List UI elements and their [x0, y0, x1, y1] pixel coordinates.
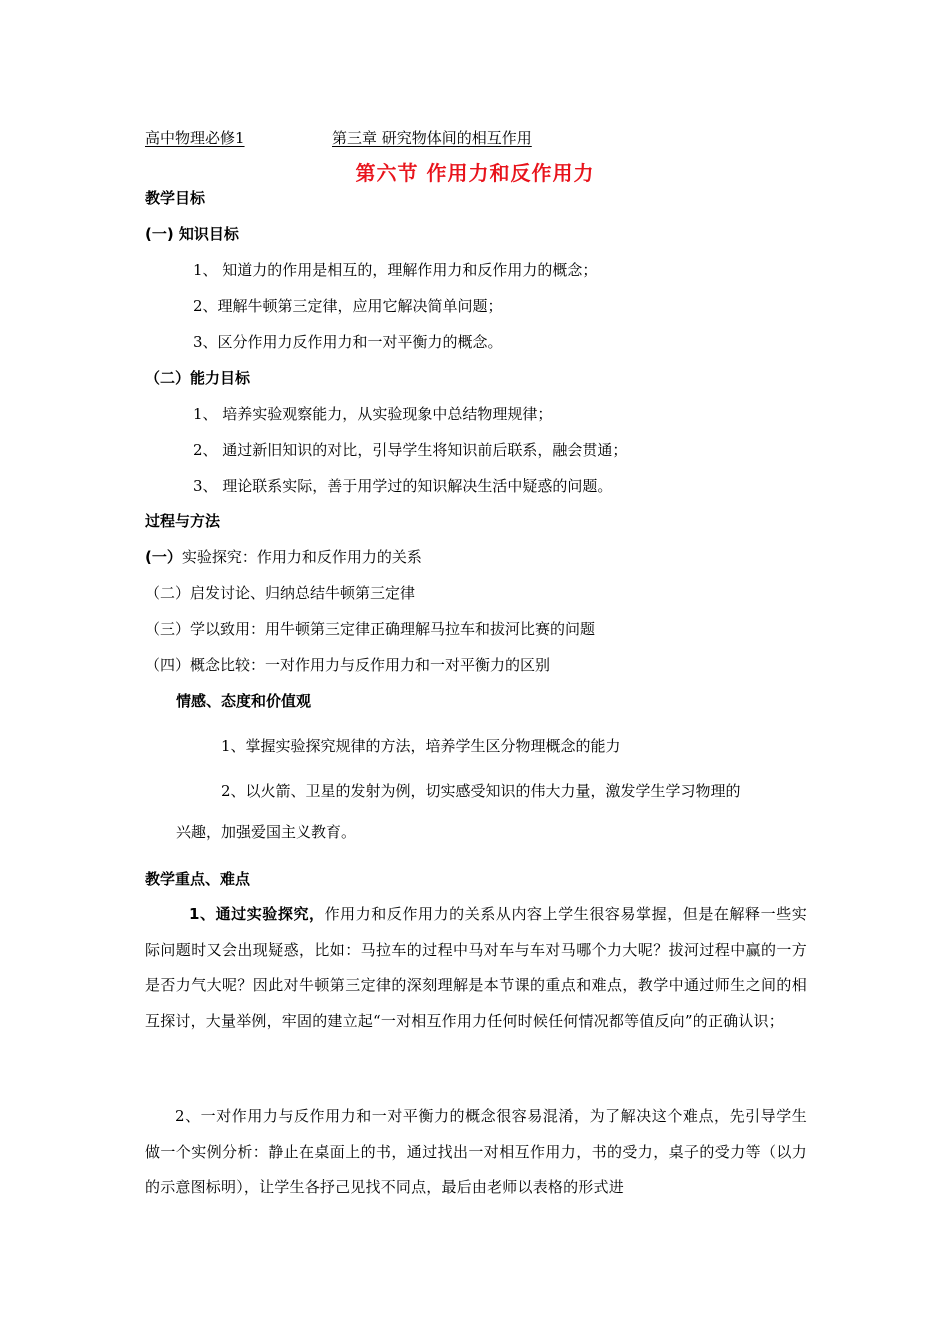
keypoints-paragraph-2: [145, 1099, 807, 1206]
keypoints-paragraph-2-text: 2、一对作用力与反作用力和一对平衡力的概念很容易混淆，为了解决这个难点，先引导学生做一个实例分析：静止在桌面上的书，通过找出一对相互作用力，书的受力，桌子的受力等（以力的示意图标明），让学生各抒己见找不同点，最后由老师以表格的形式进: [145, 1107, 807, 1196]
process-item-prefix: （三）: [145, 620, 191, 638]
section-title: 第六节 作用力和反作用力: [355, 161, 595, 185]
header-course: 高中物理必修1: [145, 129, 245, 147]
ability-item: 3、 理论联系实际，善于用学过的知识解决生活中疑惑的问题。: [193, 477, 613, 495]
keypoints-paragraph-1-text: 作用力和反作用力的关系从内容上学生很容易掌握，但是在解释一些实际问题时又会出现疑惑，比如：马拉车的过程中马对车与车对马哪个力大呢？拔河过程中赢的一方是否力气大呢？因此对牛顿第三定律的深刻理解是本节课的重点和难点，教学中通过师生之间的相互探讨，大量举例，牢固的建立起“一对相互作用力任何时候任何情况都等值反向”的正确认识；: [145, 905, 807, 1030]
keypoints-paragraph-1: [145, 897, 807, 1039]
process-heading: 过程与方法: [145, 512, 221, 530]
ability-item: 1、 培养实验观察能力，从实验现象中总结物理规律；: [193, 405, 553, 423]
process-item: [145, 619, 595, 639]
process-item-text: 学以致用：用牛顿第三定律正确理解马拉车和拔河比赛的问题: [190, 620, 596, 638]
keypoints-heading: 教学重点、难点: [145, 870, 251, 888]
process-item: [145, 547, 422, 567]
process-item-prefix: （二）: [145, 584, 191, 602]
process-item-text: 启发讨论、归纳总结牛顿第三定律: [190, 584, 416, 602]
emotion-item: 1、掌握实验探究规律的方法，培养学生区分物理概念的能力: [221, 737, 621, 755]
ability-heading: （二）能力目标: [145, 369, 251, 387]
process-item-text: 实验探究：作用力和反作用力的关系: [181, 548, 422, 566]
process-item: [145, 655, 550, 675]
header-chapter: 第三章 研究物体间的相互作用: [332, 129, 532, 147]
keypoints-paragraph-1-lead: 1、通过实验探究，: [189, 905, 325, 923]
process-item-text: 概念比较：一对作用力与反作用力和一对平衡力的区别: [190, 656, 551, 674]
knowledge-heading: (一) 知识目标: [145, 225, 239, 243]
ability-item: 2、 通过新旧知识的对比，引导学生将知识前后联系，融会贯通；: [193, 441, 628, 459]
emotion-item: 2、以火箭、卫星的发射为例，切实感受知识的伟大力量，激发学生学习物理的: [221, 782, 741, 800]
objectives-heading: 教学目标: [145, 189, 206, 207]
process-item: [145, 583, 415, 603]
emotion-heading: 情感、态度和价值观: [176, 692, 312, 710]
knowledge-item: 1、 知道力的作用是相互的，理解作用力和反作用力的概念；: [193, 261, 598, 279]
knowledge-item: 2、理解牛顿第三定律，应用它解决简单问题；: [193, 297, 503, 315]
process-item-prefix: (一）: [145, 548, 182, 566]
emotion-item-continued: 兴趣，加强爱国主义教育。: [176, 823, 357, 841]
knowledge-item: 3、区分作用力反作用力和一对平衡力的概念。: [193, 333, 503, 351]
process-item-prefix: （四）: [145, 656, 191, 674]
